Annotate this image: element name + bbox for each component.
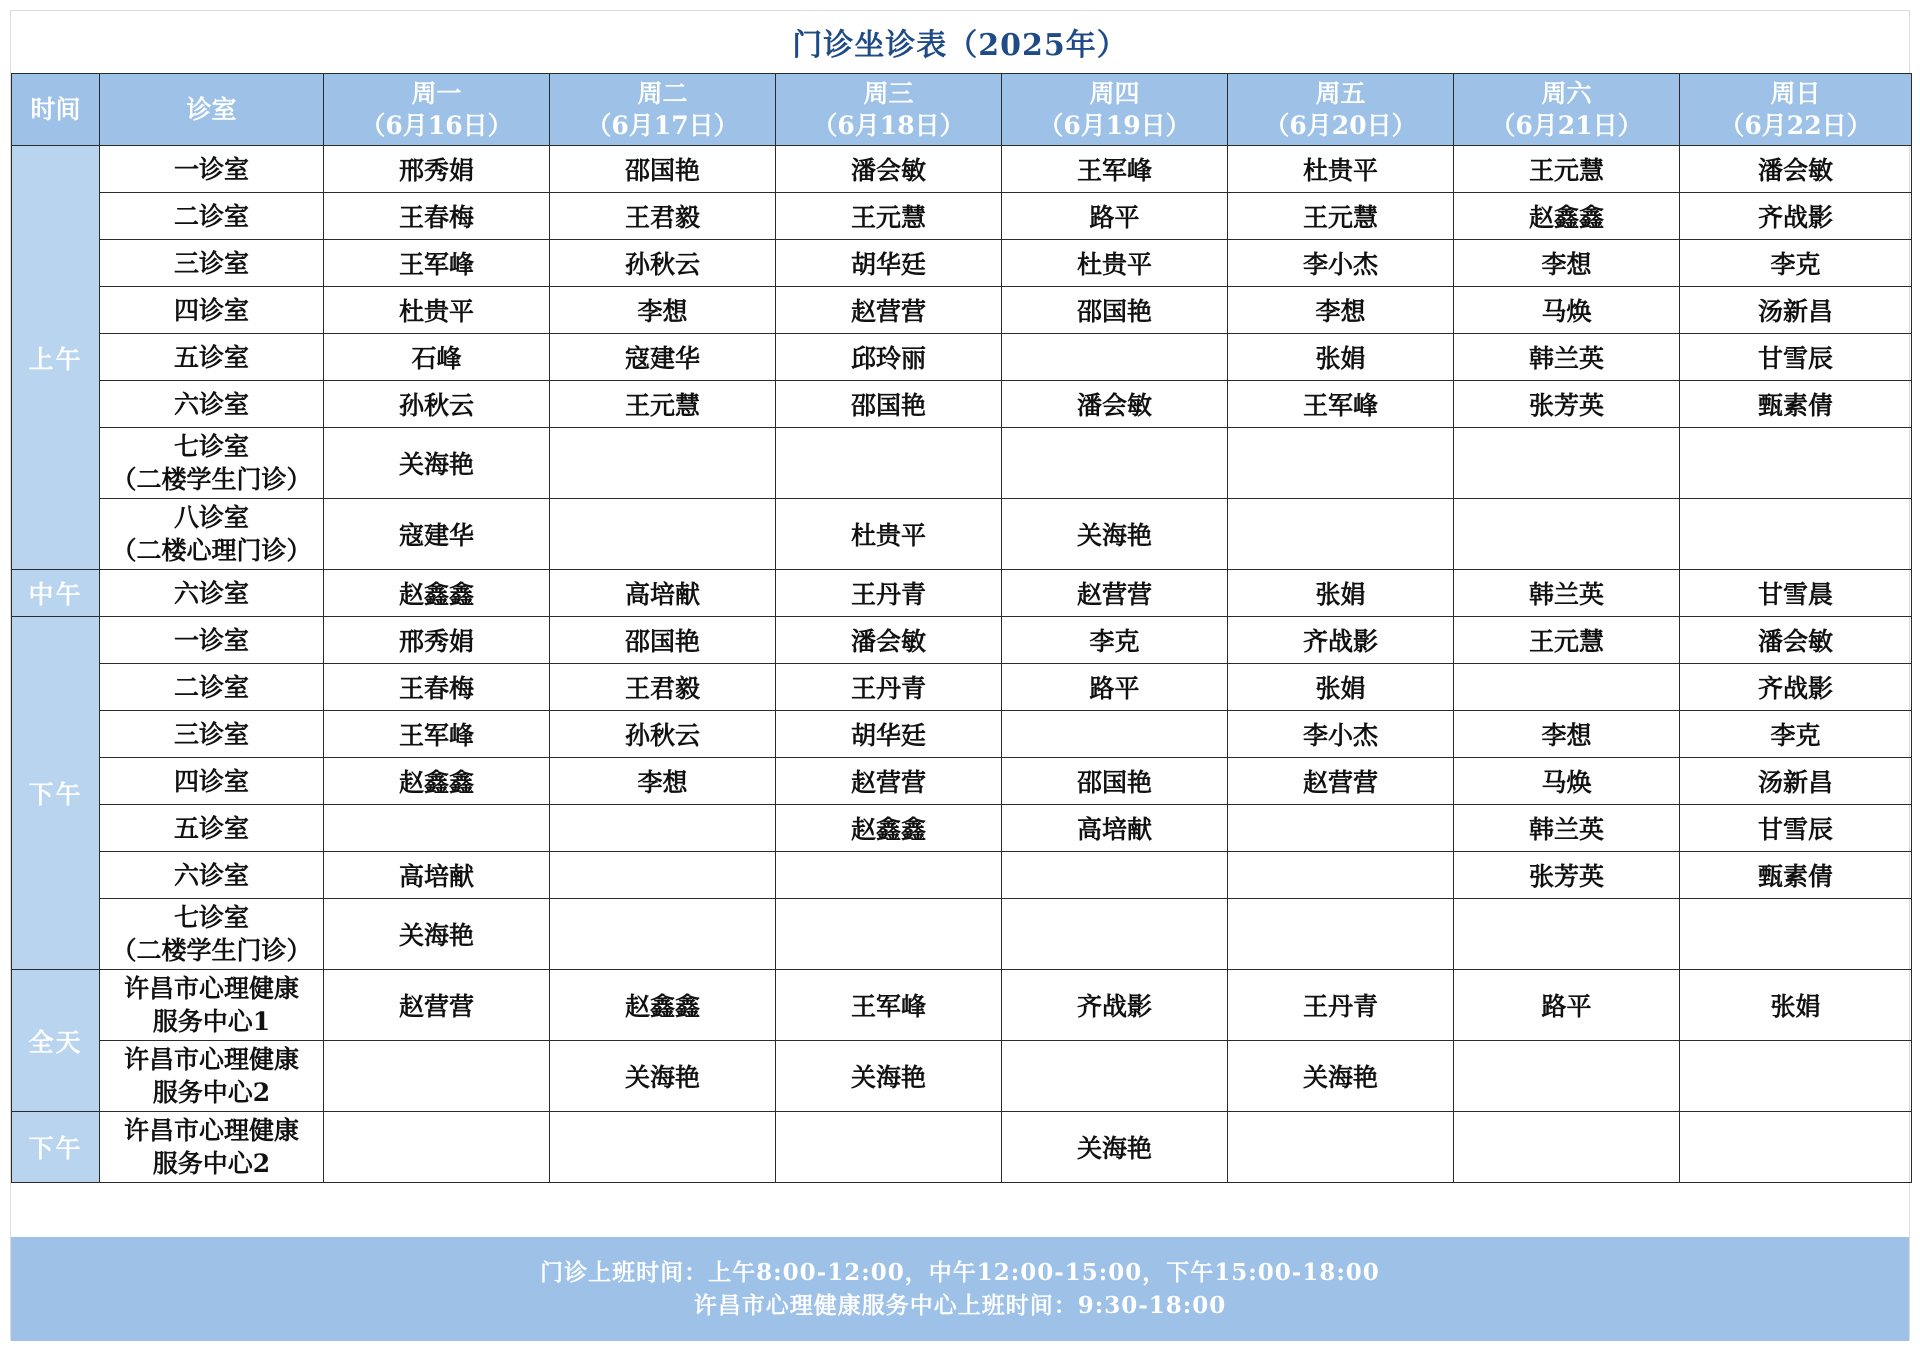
doctor-cell: 马焕: [1454, 758, 1680, 805]
room-name-line: 许昌市心理健康: [123, 1045, 299, 1074]
table-row: [12, 193, 1912, 240]
doctor-cell: 关海艳: [1002, 1112, 1228, 1183]
room-name: [100, 711, 324, 758]
header-weekday: 周三: [863, 78, 914, 108]
doctor-cell: 齐战影: [1228, 617, 1454, 664]
doctor-cell: 李想: [1454, 240, 1680, 287]
doctor-cell: 路平: [1454, 970, 1680, 1041]
room-name: [100, 758, 324, 805]
doctor-cell: 赵营营: [776, 758, 1002, 805]
room-name: [100, 805, 324, 852]
doctor-cell: [324, 1041, 550, 1112]
header-date: （6月19日）: [1038, 110, 1191, 140]
header-date: （6月16日）: [360, 110, 513, 140]
doctor-cell: 赵鑫鑫: [1454, 193, 1680, 240]
doctor-cell: [324, 805, 550, 852]
room-name-line: 四诊室: [173, 766, 249, 796]
doctor-cell: [550, 899, 776, 970]
header-weekday: 周五: [1315, 78, 1366, 108]
doctor-cell: 李想: [550, 287, 776, 334]
doctor-cell: 张芳英: [1454, 381, 1680, 428]
doctor-cell: 齐战影: [1680, 193, 1912, 240]
working-hours-footer: [11, 1237, 1909, 1341]
header-weekday: 周四: [1089, 78, 1140, 108]
doctor-cell: [1228, 1112, 1454, 1183]
doctor-cell: 齐战影: [1002, 970, 1228, 1041]
table-row: [12, 1112, 1912, 1183]
doctor-cell: 赵营营: [324, 970, 550, 1041]
doctor-cell: [1228, 428, 1454, 499]
doctor-cell: 王丹青: [1228, 970, 1454, 1041]
table-row: [12, 334, 1912, 381]
doctor-cell: 寇建华: [324, 499, 550, 570]
room-name-line: 三诊室: [173, 719, 249, 749]
room-name: [100, 193, 324, 240]
room-name-line: （二楼学生门诊）: [111, 936, 312, 965]
doctor-cell: 甘雪辰: [1680, 334, 1912, 381]
doctor-cell: 杜贵平: [324, 287, 550, 334]
doctor-cell: [1680, 1112, 1912, 1183]
doctor-cell: 潘会敏: [776, 617, 1002, 664]
header-time: 时间: [12, 74, 100, 146]
room-name-line: 许昌市心理健康: [123, 1116, 299, 1145]
table-row: [12, 758, 1912, 805]
doctor-cell: 李克: [1680, 711, 1912, 758]
room-name: [100, 970, 324, 1041]
header-date: （6月22日）: [1719, 110, 1872, 140]
doctor-cell: 王元慧: [1454, 146, 1680, 193]
doctor-cell: [1228, 899, 1454, 970]
room-name-line: 四诊室: [173, 295, 249, 325]
room-name: [100, 1112, 324, 1183]
header-room: 诊室: [100, 74, 324, 146]
table-row: [12, 499, 1912, 570]
doctor-cell: 王丹青: [776, 570, 1002, 617]
room-name-line: （二楼心理门诊）: [111, 536, 312, 565]
table-row: [12, 852, 1912, 899]
doctor-cell: [1454, 428, 1680, 499]
doctor-cell: 张娟: [1228, 334, 1454, 381]
doctor-cell: 潘会敏: [1680, 617, 1912, 664]
doctor-cell: 赵鑫鑫: [550, 970, 776, 1041]
doctor-cell: 高培献: [1002, 805, 1228, 852]
doctor-cell: [1680, 499, 1912, 570]
doctor-cell: 王春梅: [324, 664, 550, 711]
doctor-cell: [1680, 1041, 1912, 1112]
doctor-cell: [1002, 899, 1228, 970]
room-name-line: 许昌市心理健康: [123, 974, 299, 1003]
doctor-cell: 张娟: [1228, 570, 1454, 617]
doctor-cell: [550, 428, 776, 499]
header-weekday: 周一: [411, 78, 462, 108]
doctor-cell: 关海艳: [1002, 499, 1228, 570]
doctor-cell: 李小杰: [1228, 711, 1454, 758]
doctor-cell: 寇建华: [550, 334, 776, 381]
doctor-cell: 张娟: [1228, 664, 1454, 711]
doctor-cell: 赵营营: [1002, 570, 1228, 617]
doctor-cell: 李克: [1680, 240, 1912, 287]
table-row: [12, 1041, 1912, 1112]
doctor-cell: [550, 499, 776, 570]
doctor-cell: 邢秀娟: [324, 617, 550, 664]
doctor-cell: [1454, 1041, 1680, 1112]
doctor-cell: 邱玲丽: [776, 334, 1002, 381]
doctor-cell: 邵国艳: [776, 381, 1002, 428]
room-name: [100, 428, 324, 499]
doctor-cell: 邢秀娟: [324, 146, 550, 193]
doctor-cell: 孙秋云: [324, 381, 550, 428]
header-weekday: 周六: [1541, 78, 1592, 108]
room-name: [100, 381, 324, 428]
room-name-line: 六诊室: [173, 389, 249, 419]
doctor-cell: 王军峰: [324, 711, 550, 758]
table-row: [12, 240, 1912, 287]
room-name-line: 七诊室: [173, 432, 249, 461]
doctor-cell: [1228, 852, 1454, 899]
table-row: [12, 664, 1912, 711]
doctor-cell: 胡华廷: [776, 711, 1002, 758]
header-date: （6月17日）: [586, 110, 739, 140]
doctor-cell: 韩兰英: [1454, 334, 1680, 381]
doctor-cell: 邵国艳: [1002, 287, 1228, 334]
table-row: [12, 899, 1912, 970]
footer-center-hours: 许昌市心理健康服务中心上班时间：9:30-18:00: [693, 1292, 1227, 1319]
header-day-wed: [776, 74, 1002, 146]
doctor-cell: 孙秋云: [550, 240, 776, 287]
doctor-cell: 甘雪辰: [1680, 805, 1912, 852]
table-row: [12, 805, 1912, 852]
doctor-cell: 马焕: [1454, 287, 1680, 334]
doctor-cell: 杜贵平: [1002, 240, 1228, 287]
doctor-cell: [1002, 711, 1228, 758]
page-title: 门诊坐诊表（2025年）: [792, 28, 1128, 63]
doctor-cell: 杜贵平: [776, 499, 1002, 570]
doctor-cell: [550, 1112, 776, 1183]
doctor-cell: 关海艳: [1228, 1041, 1454, 1112]
room-name-line: 服务中心1: [152, 1007, 271, 1036]
doctor-cell: 关海艳: [776, 1041, 1002, 1112]
doctor-cell: 胡华廷: [776, 240, 1002, 287]
doctor-cell: 赵鑫鑫: [324, 570, 550, 617]
doctor-cell: 李想: [1228, 287, 1454, 334]
doctor-cell: [1002, 334, 1228, 381]
room-name-line: 一诊室: [173, 625, 249, 655]
doctor-cell: 孙秋云: [550, 711, 776, 758]
doctor-cell: [550, 852, 776, 899]
room-name-line: 八诊室: [173, 503, 249, 532]
doctor-cell: [1228, 499, 1454, 570]
room-name: [100, 899, 324, 970]
room-name: [100, 1041, 324, 1112]
doctor-cell: [1002, 852, 1228, 899]
doctor-cell: 张芳英: [1454, 852, 1680, 899]
room-name-line: 三诊室: [173, 248, 249, 278]
schedule-sheet: [10, 10, 1910, 1340]
room-name: [100, 617, 324, 664]
doctor-cell: [776, 899, 1002, 970]
doctor-cell: 韩兰英: [1454, 570, 1680, 617]
header-date: （6月18日）: [812, 110, 965, 140]
schedule-table: [11, 73, 1912, 1183]
doctor-cell: [1454, 1112, 1680, 1183]
table-row: [12, 287, 1912, 334]
room-name: [100, 852, 324, 899]
doctor-cell: 王春梅: [324, 193, 550, 240]
doctor-cell: 邵国艳: [550, 146, 776, 193]
room-name-line: 七诊室: [173, 903, 249, 932]
period-label: 全天: [12, 970, 100, 1112]
doctor-cell: 赵鑫鑫: [776, 805, 1002, 852]
doctor-cell: 石峰: [324, 334, 550, 381]
doctor-cell: 潘会敏: [1002, 381, 1228, 428]
period-label: 下午: [12, 617, 100, 970]
doctor-cell: 甘雪晨: [1680, 570, 1912, 617]
room-name-line: 一诊室: [173, 154, 249, 184]
table-row: [12, 570, 1912, 617]
doctor-cell: 杜贵平: [1228, 146, 1454, 193]
doctor-cell: [776, 852, 1002, 899]
doctor-cell: 赵营营: [776, 287, 1002, 334]
header-day-sun: [1680, 74, 1912, 146]
doctor-cell: 王元慧: [776, 193, 1002, 240]
table-row: [12, 381, 1912, 428]
doctor-cell: [550, 805, 776, 852]
room-name-line: 服务中心2: [152, 1078, 271, 1107]
table-row: [12, 428, 1912, 499]
room-name-line: 五诊室: [173, 813, 249, 843]
room-name-line: 六诊室: [173, 578, 249, 608]
doctor-cell: 关海艳: [324, 428, 550, 499]
room-name: [100, 240, 324, 287]
doctor-cell: [1002, 1041, 1228, 1112]
header-day-tue: [550, 74, 776, 146]
header-day-fri: [1228, 74, 1454, 146]
footer-clinic-hours: 门诊上班时间：上午8:00-12:00，中午12:00-15:00，下午15:00-18:00: [540, 1259, 1380, 1286]
schedule-body: [12, 146, 1912, 1183]
table-row: [12, 146, 1912, 193]
doctor-cell: 王元慧: [1228, 193, 1454, 240]
doctor-cell: 高培献: [324, 852, 550, 899]
doctor-cell: 王丹青: [776, 664, 1002, 711]
period-label: 下午: [12, 1112, 100, 1183]
room-name: [100, 570, 324, 617]
header-date: （6月21日）: [1490, 110, 1643, 140]
doctor-cell: [1002, 428, 1228, 499]
doctor-cell: 潘会敏: [1680, 146, 1912, 193]
doctor-cell: 李克: [1002, 617, 1228, 664]
doctor-cell: 路平: [1002, 193, 1228, 240]
room-name: [100, 146, 324, 193]
doctor-cell: 关海艳: [550, 1041, 776, 1112]
doctor-cell: [1680, 428, 1912, 499]
doctor-cell: 齐战影: [1680, 664, 1912, 711]
doctor-cell: 赵鑫鑫: [324, 758, 550, 805]
doctor-cell: 甄素倩: [1680, 381, 1912, 428]
room-name: [100, 287, 324, 334]
doctor-cell: 赵营营: [1228, 758, 1454, 805]
doctor-cell: 关海艳: [324, 899, 550, 970]
doctor-cell: 王军峰: [1228, 381, 1454, 428]
doctor-cell: 张娟: [1680, 970, 1912, 1041]
doctor-cell: 王元慧: [550, 381, 776, 428]
period-label: 中午: [12, 570, 100, 617]
doctor-cell: 李小杰: [1228, 240, 1454, 287]
period-label: 上午: [12, 146, 100, 570]
doctor-cell: 王军峰: [776, 970, 1002, 1041]
doctor-cell: 路平: [1002, 664, 1228, 711]
doctor-cell: 王君毅: [550, 193, 776, 240]
doctor-cell: 王军峰: [1002, 146, 1228, 193]
header-weekday: 周二: [637, 78, 688, 108]
doctor-cell: 王军峰: [324, 240, 550, 287]
room-name-line: 服务中心2: [152, 1149, 271, 1178]
doctor-cell: [1228, 805, 1454, 852]
room-name-line: 六诊室: [173, 860, 249, 890]
doctor-cell: [1454, 899, 1680, 970]
doctor-cell: 李想: [550, 758, 776, 805]
doctor-cell: [1454, 499, 1680, 570]
doctor-cell: [776, 1112, 1002, 1183]
doctor-cell: 韩兰英: [1454, 805, 1680, 852]
header-date: （6月20日）: [1264, 110, 1417, 140]
doctor-cell: 甄素倩: [1680, 852, 1912, 899]
table-row: [12, 617, 1912, 664]
room-name: [100, 334, 324, 381]
doctor-cell: [1680, 899, 1912, 970]
doctor-cell: 潘会敏: [776, 146, 1002, 193]
doctor-cell: 王元慧: [1454, 617, 1680, 664]
room-name-line: （二楼学生门诊）: [111, 465, 312, 494]
doctor-cell: [776, 428, 1002, 499]
room-name: [100, 499, 324, 570]
doctor-cell: 汤新昌: [1680, 287, 1912, 334]
header-weekday: 周日: [1770, 78, 1821, 108]
doctor-cell: 王君毅: [550, 664, 776, 711]
table-row: [12, 970, 1912, 1041]
doctor-cell: 李想: [1454, 711, 1680, 758]
doctor-cell: 汤新昌: [1680, 758, 1912, 805]
room-name-line: 二诊室: [173, 201, 249, 231]
header-day-thu: [1002, 74, 1228, 146]
doctor-cell: 高培献: [550, 570, 776, 617]
room-name: [100, 664, 324, 711]
doctor-cell: [324, 1112, 550, 1183]
doctor-cell: 邵国艳: [550, 617, 776, 664]
doctor-cell: [1454, 664, 1680, 711]
room-name-line: 五诊室: [173, 342, 249, 372]
header-row: [12, 74, 1912, 146]
table-row: [12, 711, 1912, 758]
room-name-line: 二诊室: [173, 672, 249, 702]
header-day-sat: [1454, 74, 1680, 146]
doctor-cell: 邵国艳: [1002, 758, 1228, 805]
header-day-mon: [324, 74, 550, 146]
